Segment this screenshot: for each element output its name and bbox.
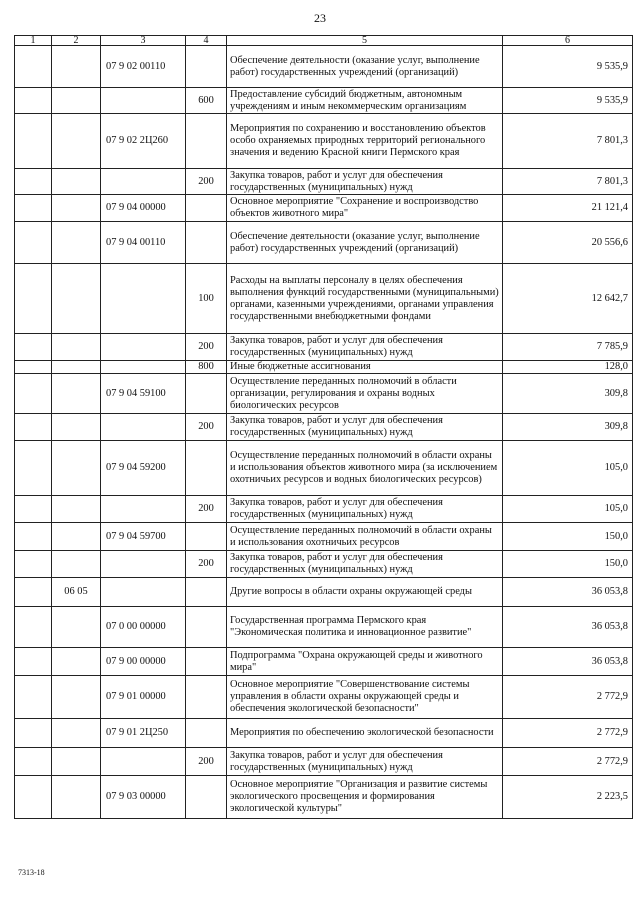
cell-c5: Основное мероприятие "Организация и развитие системы экологического просвещения и формирования экологической культуры"	[227, 776, 503, 819]
cell-c3: 07 9 04 59200	[101, 441, 186, 496]
table-row	[15, 169, 633, 195]
cell-c2	[52, 496, 101, 523]
table-row	[15, 748, 633, 776]
cell-c4	[186, 114, 227, 169]
cell-c6: 150,0	[503, 523, 633, 551]
cell-c2	[52, 648, 101, 676]
cell-c4: 200	[186, 551, 227, 578]
cell-c4	[186, 374, 227, 414]
cell-c3: 07 9 01 2Ц250	[101, 719, 186, 748]
cell-c2	[52, 361, 101, 374]
col-header-4: 4	[186, 36, 227, 46]
cell-c6: 2 772,9	[503, 719, 633, 748]
cell-c1	[15, 748, 52, 776]
cell-c4	[186, 441, 227, 496]
col-header-2: 2	[52, 36, 101, 46]
cell-c3	[101, 334, 186, 361]
table-row	[15, 496, 633, 523]
table-row	[15, 719, 633, 748]
table-row	[15, 776, 633, 819]
cell-c5: Обеспечение деятельности (оказание услуг, выполнение работ) государственных учреждений (организаций)	[227, 222, 503, 264]
cell-c4: 200	[186, 334, 227, 361]
cell-c1	[15, 169, 52, 195]
cell-c6: 2 772,9	[503, 748, 633, 776]
cell-c6: 105,0	[503, 496, 633, 523]
cell-c2	[52, 776, 101, 819]
cell-c3	[101, 496, 186, 523]
cell-c2	[52, 264, 101, 334]
table-row	[15, 374, 633, 414]
cell-c4	[186, 719, 227, 748]
cell-c1	[15, 88, 52, 114]
cell-c2	[52, 748, 101, 776]
cell-c4: 600	[186, 88, 227, 114]
cell-c5: Подпрограмма "Охрана окружающей среды и животного мира"	[227, 648, 503, 676]
cell-c1	[15, 46, 52, 88]
cell-c4: 200	[186, 496, 227, 523]
cell-c1	[15, 414, 52, 441]
cell-c5: Государственная программа Пермского края "Экономическая политика и инновационное развитие"	[227, 607, 503, 648]
cell-c1	[15, 334, 52, 361]
table-row	[15, 551, 633, 578]
cell-c3: 07 9 04 00110	[101, 222, 186, 264]
cell-c1	[15, 441, 52, 496]
cell-c2	[52, 719, 101, 748]
cell-c4	[186, 523, 227, 551]
cell-c5: Закупка товаров, работ и услуг для обеспечения государственных (муниципальных) нужд	[227, 551, 503, 578]
cell-c5: Иные бюджетные ассигнования	[227, 361, 503, 374]
cell-c5: Закупка товаров, работ и услуг для обеспечения государственных (муниципальных) нужд	[227, 414, 503, 441]
cell-c2	[52, 441, 101, 496]
cell-c3	[101, 551, 186, 578]
cell-c3: 07 9 04 00000	[101, 195, 186, 222]
header-row	[15, 36, 633, 46]
cell-c4: 100	[186, 264, 227, 334]
table-row	[15, 648, 633, 676]
cell-c1	[15, 551, 52, 578]
cell-c5: Предоставление субсидий бюджетным, автономным учреждениям и иным некоммерческим организациям	[227, 88, 503, 114]
cell-c1	[15, 648, 52, 676]
table-row	[15, 46, 633, 88]
cell-c1	[15, 496, 52, 523]
cell-c5: Расходы на выплаты персоналу в целях обеспечения выполнения функций государственными (муниципальными) органами, казенными учреждениями, органами управления государственными внебюджетными фондами	[227, 264, 503, 334]
cell-c4	[186, 46, 227, 88]
cell-c6: 309,8	[503, 414, 633, 441]
cell-c2	[52, 414, 101, 441]
cell-c5: Осуществление переданных полномочий в области охраны и использования охотничьих ресурсов	[227, 523, 503, 551]
cell-c5: Основное мероприятие "Сохранение и воспроизводство объектов животного мира"	[227, 195, 503, 222]
table-row	[15, 222, 633, 264]
table-row	[15, 676, 633, 719]
page-number: 23	[314, 11, 326, 25]
cell-c6: 150,0	[503, 551, 633, 578]
cell-c5: Осуществление переданных полномочий в области организации, регулирования и охраны водных биологических ресурсов	[227, 374, 503, 414]
cell-c6: 36 053,8	[503, 607, 633, 648]
cell-c3: 07 9 04 59700	[101, 523, 186, 551]
cell-c1	[15, 719, 52, 748]
cell-c4: 200	[186, 748, 227, 776]
cell-c2	[52, 222, 101, 264]
cell-c5: Закупка товаров, работ и услуг для обеспечения государственных (муниципальных) нужд	[227, 334, 503, 361]
cell-c6: 21 121,4	[503, 195, 633, 222]
cell-c4: 800	[186, 361, 227, 374]
table-row	[15, 441, 633, 496]
cell-c1	[15, 361, 52, 374]
cell-c5: Мероприятия по сохранению и восстановлению объектов особо охраняемых природных территорий регионального значения и ведению Красной книги Пермского края	[227, 114, 503, 169]
cell-c2	[52, 88, 101, 114]
cell-c3	[101, 88, 186, 114]
table-row	[15, 578, 633, 607]
cell-c4	[186, 578, 227, 607]
cell-c4	[186, 607, 227, 648]
cell-c4	[186, 222, 227, 264]
table-row	[15, 361, 633, 374]
cell-c1	[15, 114, 52, 169]
table-row	[15, 88, 633, 114]
cell-c2	[52, 46, 101, 88]
col-header-1: 1	[15, 36, 52, 46]
cell-c5: Осуществление переданных полномочий в области охраны и использования объектов животного мира (за исключением охотничьих ресурсов и водных биологических ресурсов)	[227, 441, 503, 496]
cell-c6: 7 801,3	[503, 114, 633, 169]
col-header-3: 3	[101, 36, 186, 46]
cell-c3: 07 9 01 00000	[101, 676, 186, 719]
cell-c2	[52, 114, 101, 169]
cell-c3	[101, 169, 186, 195]
table-row	[15, 195, 633, 222]
cell-c4: 200	[186, 414, 227, 441]
cell-c3: 07 9 00 00000	[101, 648, 186, 676]
col-header-6: 6	[503, 36, 633, 46]
table-row	[15, 334, 633, 361]
cell-c2	[52, 607, 101, 648]
table-row	[15, 607, 633, 648]
cell-c2	[52, 169, 101, 195]
cell-c1	[15, 195, 52, 222]
cell-c2: 06 05	[52, 578, 101, 607]
cell-c6: 9 535,9	[503, 46, 633, 88]
cell-c3: 07 9 03 00000	[101, 776, 186, 819]
cell-c3	[101, 578, 186, 607]
footer-code: 7313-18	[18, 868, 45, 877]
cell-c1	[15, 374, 52, 414]
cell-c5: Другие вопросы в области охраны окружающей среды	[227, 578, 503, 607]
cell-c2	[52, 374, 101, 414]
cell-c6: 7 785,9	[503, 334, 633, 361]
cell-c1	[15, 222, 52, 264]
cell-c3	[101, 414, 186, 441]
cell-c5: Закупка товаров, работ и услуг для обеспечения государственных (муниципальных) нужд	[227, 169, 503, 195]
cell-c3	[101, 264, 186, 334]
cell-c3: 07 0 00 00000	[101, 607, 186, 648]
col-header-5: 5	[227, 36, 503, 46]
cell-c6: 7 801,3	[503, 169, 633, 195]
cell-c3: 07 9 02 2Ц260	[101, 114, 186, 169]
cell-c4	[186, 648, 227, 676]
table-row	[15, 523, 633, 551]
cell-c5: Мероприятия по обеспечению экологической безопасности	[227, 719, 503, 748]
cell-c6: 105,0	[503, 441, 633, 496]
cell-c1	[15, 676, 52, 719]
cell-c1	[15, 523, 52, 551]
cell-c1	[15, 578, 52, 607]
cell-c1	[15, 607, 52, 648]
cell-c4	[186, 195, 227, 222]
cell-c6: 309,8	[503, 374, 633, 414]
cell-c1	[15, 264, 52, 334]
cell-c2	[52, 195, 101, 222]
cell-c6: 2 772,9	[503, 676, 633, 719]
cell-c6: 20 556,6	[503, 222, 633, 264]
cell-c3	[101, 748, 186, 776]
cell-c2	[52, 523, 101, 551]
cell-c5: Закупка товаров, работ и услуг для обеспечения государственных (муниципальных) нужд	[227, 748, 503, 776]
cell-c4: 200	[186, 169, 227, 195]
cell-c6: 2 223,5	[503, 776, 633, 819]
cell-c6: 9 535,9	[503, 88, 633, 114]
cell-c6: 36 053,8	[503, 648, 633, 676]
cell-c4	[186, 776, 227, 819]
cell-c5: Обеспечение деятельности (оказание услуг, выполнение работ) государственных учреждений (организаций)	[227, 46, 503, 88]
table-row	[15, 414, 633, 441]
table-row	[15, 264, 633, 334]
cell-c5: Закупка товаров, работ и услуг для обеспечения государственных (муниципальных) нужд	[227, 496, 503, 523]
cell-c2	[52, 334, 101, 361]
cell-c4	[186, 676, 227, 719]
cell-c3: 07 9 02 00110	[101, 46, 186, 88]
table-row	[15, 114, 633, 169]
cell-c2	[52, 676, 101, 719]
cell-c3	[101, 361, 186, 374]
cell-c3: 07 9 04 59100	[101, 374, 186, 414]
cell-c6: 12 642,7	[503, 264, 633, 334]
cell-c1	[15, 776, 52, 819]
cell-c2	[52, 551, 101, 578]
budget-table	[14, 35, 633, 819]
cell-c6: 128,0	[503, 361, 633, 374]
cell-c6: 36 053,8	[503, 578, 633, 607]
cell-c5: Основное мероприятие "Совершенствование системы управления в области охраны окружающей среды и обеспечения экологической безопасности"	[227, 676, 503, 719]
